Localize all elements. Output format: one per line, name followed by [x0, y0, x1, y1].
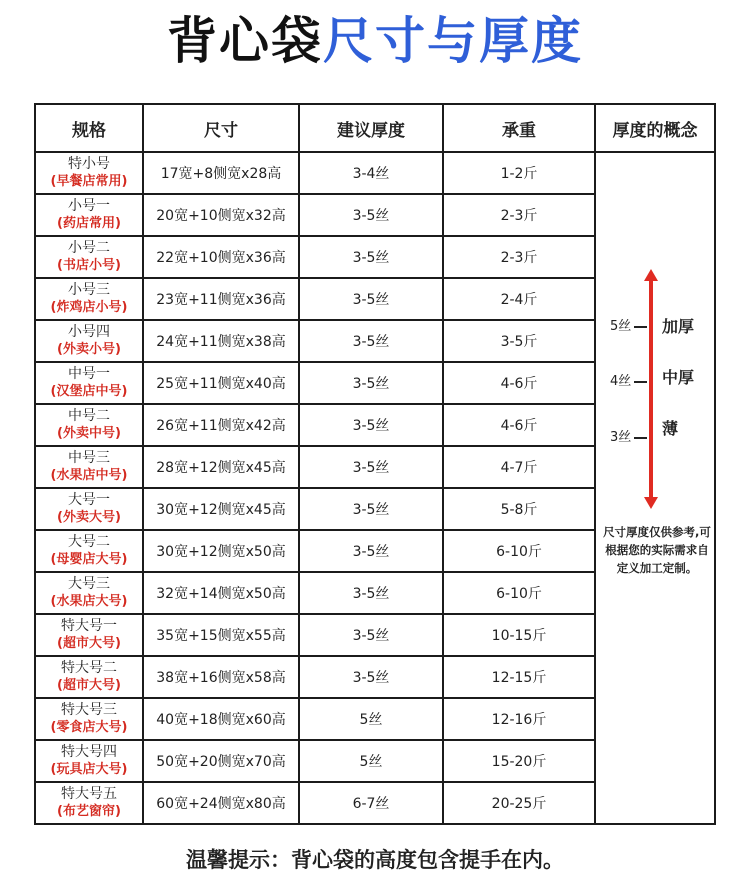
spec-name: 特大号一: [61, 618, 117, 634]
footer-tip: 温馨提示：背心袋的高度包含提手在内。: [186, 848, 564, 872]
title-part-1: 背心袋: [167, 12, 323, 70]
header-spec: 规格: [35, 104, 143, 152]
size-cell: 38宽+16侧宽x58高: [143, 656, 299, 698]
thickness-cell: 3-5丝: [299, 404, 443, 446]
load-cell: 6-10斤: [443, 572, 595, 614]
spec-name: 特大号四: [61, 744, 117, 760]
load-cell: 20-25斤: [443, 782, 595, 824]
spec-use: (零食店大号): [50, 720, 128, 735]
size-cell: 26宽+11侧宽x42高: [143, 404, 299, 446]
spec-cell: [35, 278, 143, 320]
spec-name: 大号二: [68, 534, 110, 550]
load-cell: 15-20斤: [443, 740, 595, 782]
level-thin: 薄: [662, 419, 679, 438]
spec-cell: [35, 362, 143, 404]
thickness-cell: 3-5丝: [299, 278, 443, 320]
load-cell: 12-15斤: [443, 656, 595, 698]
page-title: [0, 6, 750, 76]
tick-label-3: 3丝: [610, 430, 632, 445]
tick-label-5: 5丝: [610, 319, 632, 334]
thickness-cell: 3-5丝: [299, 320, 443, 362]
spec-use: (超市大号): [57, 678, 121, 693]
size-cell: 50宽+20侧宽x70高: [143, 740, 299, 782]
tick-mark: [634, 326, 647, 328]
load-cell: 2-4斤: [443, 278, 595, 320]
size-cell: 35宽+15侧宽x55高: [143, 614, 299, 656]
spec-use: (书店小号): [57, 258, 121, 273]
spec-use: (外卖小号): [57, 342, 121, 357]
size-cell: 23宽+11侧宽x36高: [143, 278, 299, 320]
spec-use: (外卖中号): [57, 426, 121, 441]
thickness-cell: 3-5丝: [299, 656, 443, 698]
load-cell: 12-16斤: [443, 698, 595, 740]
spec-cell: [35, 152, 143, 194]
spec-use: (水果店大号): [50, 594, 128, 609]
load-cell: 4-7斤: [443, 446, 595, 488]
spec-cell: [35, 404, 143, 446]
header-thickness: 建议厚度: [299, 104, 443, 152]
spec-name: 特大号二: [61, 660, 117, 676]
spec-cell: [35, 656, 143, 698]
size-cell: 28宽+12侧宽x45高: [143, 446, 299, 488]
spec-use: (玩具店大号): [50, 762, 128, 777]
spec-name: 中号三: [68, 450, 110, 466]
spec-cell: [35, 530, 143, 572]
level-thick: 加厚: [662, 317, 695, 336]
spec-name: 小号四: [68, 324, 110, 340]
spec-name: 中号二: [68, 408, 110, 424]
load-cell: 5-8斤: [443, 488, 595, 530]
thickness-cell: 5丝: [299, 740, 443, 782]
size-cell: 24宽+11侧宽x38高: [143, 320, 299, 362]
thickness-cell: 3-5丝: [299, 572, 443, 614]
header-load: 承重: [443, 104, 595, 152]
thickness-cell: 3-5丝: [299, 194, 443, 236]
spec-use: (母婴店大号): [50, 552, 128, 567]
spec-use: (炸鸡店小号): [50, 300, 128, 315]
tick-mark: [634, 437, 647, 439]
spec-cell: [35, 740, 143, 782]
spec-use: (早餐店常用): [50, 174, 128, 189]
spec-use: (汉堡店中号): [50, 384, 128, 399]
spec-use: (超市大号): [57, 636, 121, 651]
spec-cell: [35, 320, 143, 362]
load-cell: 10-15斤: [443, 614, 595, 656]
level-medium: 中厚: [662, 368, 695, 387]
thickness-concept-diagram: [596, 153, 714, 823]
size-cell: 32宽+14侧宽x50高: [143, 572, 299, 614]
load-cell: 6-10斤: [443, 530, 595, 572]
header-size: 尺寸: [143, 104, 299, 152]
spec-use: (水果店中号): [50, 468, 128, 483]
thickness-cell: 3-5丝: [299, 362, 443, 404]
size-cell: 30宽+12侧宽x50高: [143, 530, 299, 572]
thickness-concept-cell: [595, 152, 715, 824]
load-cell: 1-2斤: [443, 152, 595, 194]
header-concept: 厚度的概念: [595, 104, 715, 152]
spec-use: (外卖大号): [57, 510, 121, 525]
spec-table: [34, 103, 716, 825]
spec-name: 中号一: [68, 366, 110, 382]
size-cell: 60宽+24侧宽x80高: [143, 782, 299, 824]
spec-cell: [35, 236, 143, 278]
spec-use: (布艺窗帘): [57, 804, 121, 819]
spec-cell: [35, 698, 143, 740]
spec-cell: [35, 782, 143, 824]
table-header-row: [35, 104, 715, 152]
spec-use: (药店常用): [57, 216, 121, 231]
size-cell: 20宽+10侧宽x32高: [143, 194, 299, 236]
spec-cell: [35, 572, 143, 614]
spec-name: 特大号三: [61, 702, 117, 718]
size-cell: 17宽+8侧宽x28高: [143, 152, 299, 194]
spec-cell: [35, 446, 143, 488]
reference-note: 尺寸厚度仅供参考,可根据您的实际需求自定义加工定制。: [603, 525, 711, 575]
thickness-cell: 3-5丝: [299, 446, 443, 488]
tick-label-4: 4丝: [610, 374, 632, 389]
load-cell: 4-6斤: [443, 404, 595, 446]
spec-name: 小号三: [68, 282, 110, 298]
thickness-cell: 3-4丝: [299, 152, 443, 194]
size-cell: 30宽+12侧宽x45高: [143, 488, 299, 530]
spec-name: 特小号: [68, 156, 110, 172]
spec-name: 大号三: [68, 576, 110, 592]
size-cell: 40宽+18侧宽x60高: [143, 698, 299, 740]
tick-mark: [634, 381, 647, 383]
thickness-cell: 5丝: [299, 698, 443, 740]
thickness-cell: 3-5丝: [299, 530, 443, 572]
spec-name: 小号一: [68, 198, 110, 214]
thickness-cell: 3-5丝: [299, 488, 443, 530]
size-cell: 25宽+11侧宽x40高: [143, 362, 299, 404]
spec-name: 大号一: [68, 492, 110, 508]
spec-name: 特大号五: [61, 786, 117, 802]
size-cell: 22宽+10侧宽x36高: [143, 236, 299, 278]
load-cell: 2-3斤: [443, 236, 595, 278]
spec-cell: [35, 614, 143, 656]
thickness-cell: 3-5丝: [299, 614, 443, 656]
thickness-cell: 3-5丝: [299, 236, 443, 278]
table-row: [35, 152, 715, 194]
load-cell: 2-3斤: [443, 194, 595, 236]
spec-cell: [35, 194, 143, 236]
spec-cell: [35, 488, 143, 530]
title-part-2: 尺寸与厚度: [323, 12, 583, 70]
load-cell: 3-5斤: [443, 320, 595, 362]
thickness-cell: 6-7丝: [299, 782, 443, 824]
arrow-down-icon: [644, 497, 658, 509]
load-cell: 4-6斤: [443, 362, 595, 404]
thickness-arrow-line: [649, 277, 653, 499]
spec-name: 小号二: [68, 240, 110, 256]
